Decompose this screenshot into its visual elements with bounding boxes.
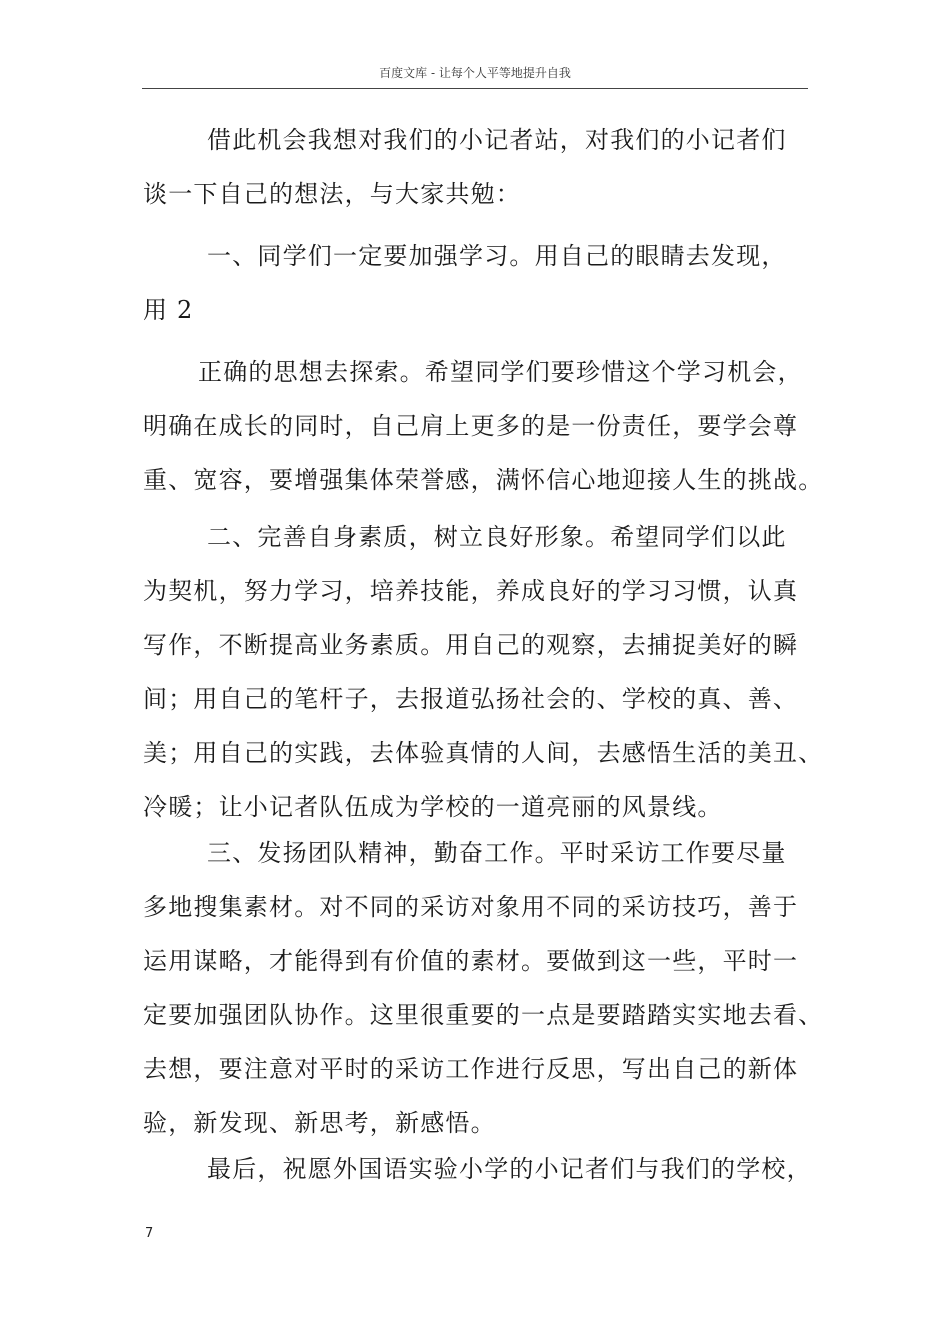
paragraph-line: 用 2 — [143, 296, 194, 324]
paragraph-line: 三、发扬团队精神，勤奋工作。平时采访工作要尽量 — [207, 839, 787, 867]
paragraph-line: 一、同学们一定要加强学习。用自己的眼睛去发现， — [207, 242, 787, 270]
paragraph-line: 明确在成长的同时，自己肩上更多的是一份责任，要学会尊 — [143, 412, 799, 440]
paragraph-line: 多地搜集素材。对不同的采访对象用不同的采访技巧，善于 — [143, 893, 799, 921]
page-number: 7 — [145, 1226, 154, 1241]
paragraph-line: 运用谋略，才能得到有价值的素材。要做到这一些，平时一 — [143, 947, 799, 975]
paragraph-line: 为契机，努力学习，培养技能，养成良好的学习习惯，认真 — [143, 577, 799, 605]
paragraph-3 — [143, 345, 824, 507]
paragraph-line: 谈一下自己的想法，与大家共勉： — [143, 180, 521, 208]
paragraph-4 — [143, 510, 824, 834]
paragraph-line: 最后，祝愿外国语实验小学的小记者们与我们的学校， — [207, 1155, 812, 1183]
paragraph-line: 定要加强团队协作。这里很重要的一点是要踏踏实实地去看、 — [143, 1001, 824, 1029]
paragraph-line: 间；用自己的笔杆子，去报道弘扬社会的、学校的真、善、 — [143, 685, 799, 713]
paragraph-line: 重、宽容，要增强集体荣誉感，满怀信心地迎接人生的挑战。 — [143, 466, 824, 494]
paragraph-line: 正确的思想去探索。希望同学们要珍惜这个学习机会， — [198, 358, 803, 386]
paragraph-1 — [143, 113, 811, 221]
paragraph-line: 冷暖；让小记者队伍成为学校的一道亮丽的风景线。 — [143, 793, 723, 821]
paragraph-line: 去想，要注意对平时的采访工作进行反思，写出自己的新体 — [143, 1055, 799, 1083]
paragraph-line: 写作，不断提高业务素质。用自己的观察，去捕捉美好的瞬 — [143, 631, 799, 659]
paragraph-5 — [143, 826, 824, 1150]
paragraph-6 — [143, 1142, 811, 1196]
paragraph-line: 验，新发现、新思考，新感悟。 — [143, 1109, 496, 1137]
page-header — [142, 62, 808, 89]
paragraph-line: 借此机会我想对我们的小记者站，对我们的小记者们 — [207, 126, 787, 154]
paragraph-2 — [143, 229, 811, 337]
paragraph-line: 二、完善自身素质，树立良好形象。希望同学们以此 — [207, 523, 787, 551]
paragraph-line: 美；用自己的实践，去体验真情的人间，去感悟生活的美丑、 — [143, 739, 824, 767]
header-text: 百度文库 - 让每个人平等地提升自我 — [379, 66, 571, 80]
